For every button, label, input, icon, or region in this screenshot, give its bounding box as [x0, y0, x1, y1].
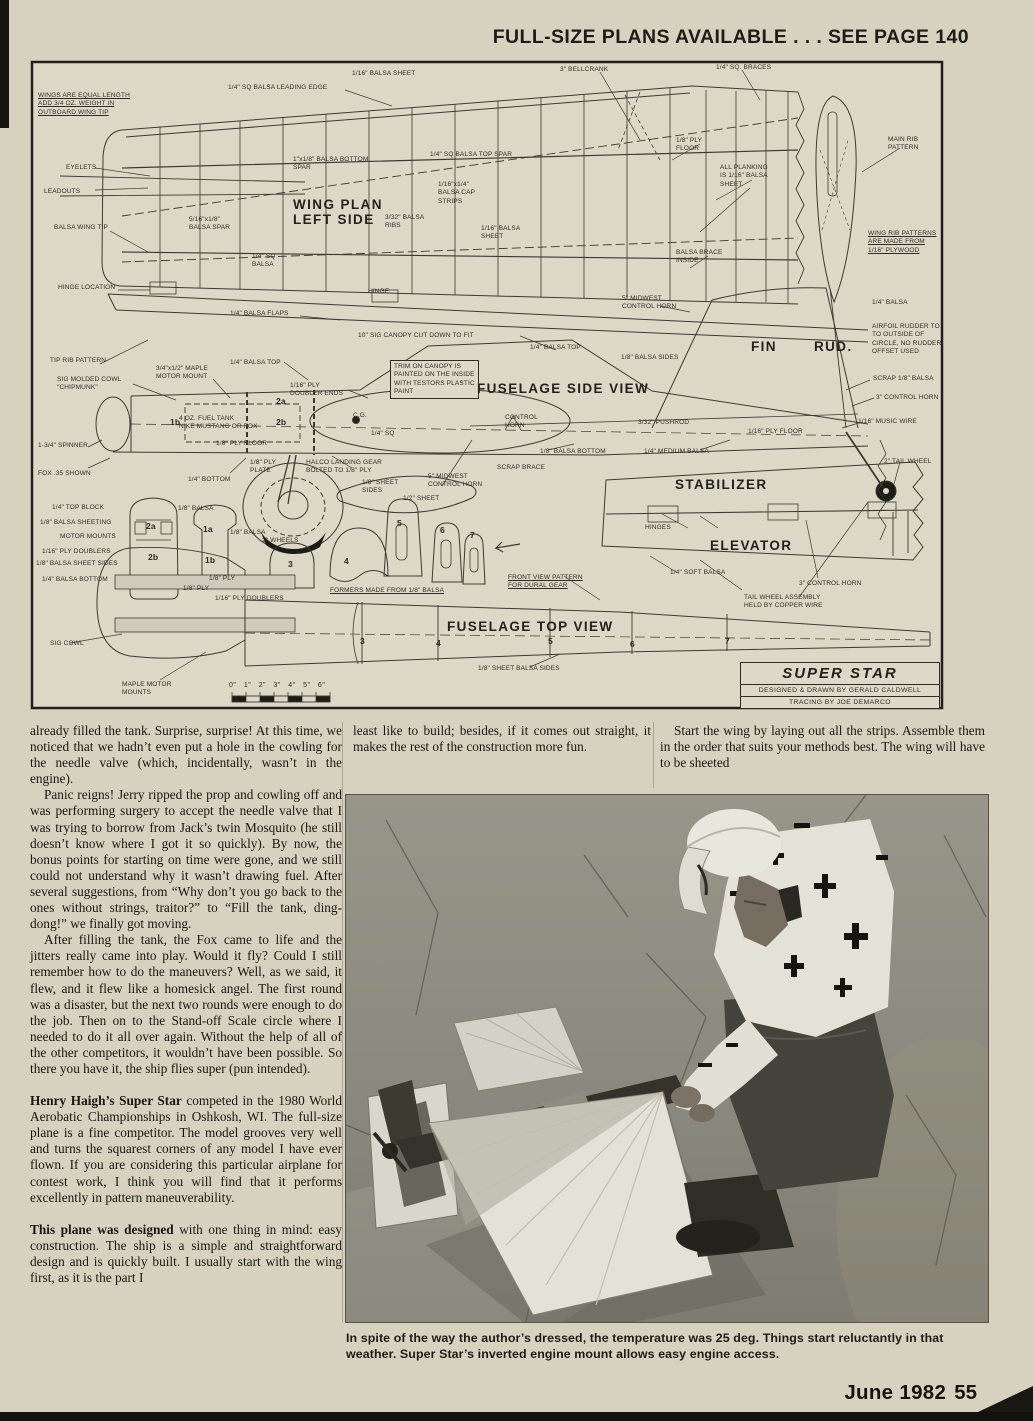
plan-label: SCRAP 1/8" BALSA	[873, 375, 934, 382]
plan-label: 5/16"x1/8" BALSA SPAR	[189, 216, 231, 232]
plan-label: FIN	[751, 339, 777, 354]
plan-label: 1b	[205, 555, 216, 565]
plan-label: 3	[288, 559, 293, 569]
plan-label: LEADOUTS	[44, 188, 81, 195]
page-number: 55	[954, 1381, 977, 1404]
plan-label: 10" SIG CANOPY CUT DOWN TO FIT	[358, 332, 474, 339]
plan-label: SCRAP BRACE	[497, 464, 546, 471]
plan-label: 1/2" SHEET	[403, 495, 440, 502]
plan-label: WING PLAN LEFT SIDE	[293, 197, 383, 228]
plan-label: 5	[548, 636, 553, 646]
plan-label: 1/16" BALSA SHEET	[481, 225, 521, 241]
plan-label: MAIN RIB PATTERN	[888, 136, 919, 152]
plan-label: 1/8" BALSA SHEETING	[40, 519, 112, 526]
plan-label: 4	[436, 638, 441, 648]
plan-label: 1/16" PLY DOUBLERS	[42, 548, 111, 555]
photo-caption: In spite of the way the author’s dressed, the temperature was 25 deg. Things start reluctantly in that weather. Super Star’s inverted engine mount allows easy engine access.	[346, 1331, 944, 1362]
plan-label: FOX .35 SHOWN	[38, 470, 91, 477]
plan-label: 1/16" PLY FLOOR	[748, 428, 803, 435]
article-paragraph: Henry Haigh’s Super Star competed in the 1980 World Aerobatic Championships in Oshkosh, WI. The full-size plane is a fine competitor. The model grooves very well and turns the squarest corners of any model I have ever flown. If you are considering this particular airplane for contest work, I think you will find that it performs excellently in pattern maneuverability.	[30, 1093, 343, 1205]
plan-label: 1/4" SQ BALSA TOP SPAR	[430, 151, 513, 158]
plan-label: 1/4" MEDIUM BALSA	[644, 448, 709, 455]
plan-label: 1"x1/8" BALSA BOTTOM SPAR	[293, 156, 369, 172]
plan-label: ALL PLANKING IS 1/16" BALSA SHEET	[720, 164, 768, 188]
plan-title: SUPER STAR	[741, 663, 939, 685]
plan-label: 3" CONTROL HORN	[799, 580, 862, 587]
article-paragraph: already filled the tank. Surprise, surprise! At this time, we noticed that we hadn’t even put a hole in the cowling for the needle valve (which, incidentally, wasn’t in the engine).	[30, 723, 342, 787]
plan-label: 1/16" PLY DOUBLERS	[215, 595, 284, 602]
article-column-1	[30, 723, 342, 1286]
plan-label: 1b	[170, 417, 181, 427]
plan-label: 1/8" SHEET BALSA SIDES	[478, 665, 560, 672]
plan-label: 1/4" SQ BALSA LEADING EDGE	[228, 84, 328, 91]
plan-label: 2b	[148, 552, 159, 562]
plan-label: 1/4" BALSA TOP	[230, 359, 281, 366]
plan-label: TIP RIB PATTERN	[50, 357, 107, 364]
plan-label: 1/8" PLY FLOOR	[676, 137, 703, 153]
plan-label: 4	[344, 556, 349, 566]
plan-label: 3" CONTROL HORN	[876, 394, 939, 401]
plan-label: TAIL WHEEL ASSEMBLY HELD BY COPPER WIRE	[744, 594, 823, 610]
plan-label: FRONT VIEW PATTERN FOR DURAL GEAR	[508, 574, 583, 590]
plan-label: HINGE	[368, 288, 390, 295]
plan-label: HINGES	[645, 524, 671, 531]
plan-label: 3/4"x1/2" MAPLE MOTOR MOUNT	[156, 365, 209, 381]
plan-title-box	[740, 662, 940, 709]
page-footer	[844, 1381, 977, 1405]
column-rule	[342, 722, 343, 1322]
plan-label: WINGS ARE EQUAL LENGTH ADD 3/4 OZ. WEIGHT IN OUTBOARD WING TIP	[38, 92, 130, 116]
plan-label: C.G.	[353, 412, 367, 419]
plan-label: 7	[470, 530, 475, 540]
plan-label: CONTROL HORN	[505, 414, 538, 430]
plan-tracing-credit: TRACING BY JOE DEMARCO	[789, 699, 891, 706]
plan-label: EYELETS	[66, 164, 97, 171]
plan-label: 1/4" BOTTOM	[188, 476, 231, 483]
issue-date: June 1982	[844, 1381, 947, 1404]
plan-label: 1-3/4" SPINNER	[38, 442, 88, 449]
plan-label: 1/8" BALSA SHEET SIDES	[36, 560, 118, 567]
plan-label: 1/8" SHEET SIDES	[362, 479, 399, 495]
plan-label: 1/8" PLY	[209, 575, 236, 582]
article-paragraph: Start the wing by laying out all the strips. Assemble them in the order that suits your methods best. The wing will have to be sheeted	[660, 723, 985, 771]
plan-label: 1/8" BALSA	[178, 505, 214, 512]
plan-label: 1/4" BALSA TOP	[530, 344, 581, 351]
plan-label: 2" TAIL WHEEL	[884, 458, 932, 465]
plan-label: 3" BELLCRANK	[560, 66, 609, 73]
column-rule	[653, 722, 654, 788]
plan-label: 1/8" PLY PLATE	[250, 459, 277, 475]
plan-label: 1/16" MUSIC WIRE	[858, 418, 917, 425]
plan-label: 1/8" PLY	[183, 585, 210, 592]
plan-label: 1/4" SQ	[371, 430, 395, 437]
plan-label: 5	[397, 518, 402, 528]
plan-label: BALSA WING TIP	[54, 224, 108, 231]
plan-label: AIRFOIL RUDDER TO TO OUTSIDE OF CIRCLE, NO RUDDER OFFSET USED	[872, 323, 942, 355]
plan-label: 1/8" BALSA BOTTOM	[540, 448, 606, 455]
page-header: FULL-SIZE PLANS AVAILABLE . . . SEE PAGE 140	[492, 26, 969, 48]
plan-label: 4 OZ. FUEL TANK NIKE MUSTANG OR FOX	[179, 415, 258, 431]
plan-label: STABILIZER	[675, 477, 768, 492]
plan-label: 5" MIDWEST CONTROL HORN	[428, 473, 483, 489]
plan-label: FUSELAGE TOP VIEW	[447, 619, 614, 634]
plan-label: HALCO LANDING GEAR BOLTED TO 1/8" PLY	[306, 459, 383, 475]
plan-label: SIG MOLDED COWL "CHIPMUNK"	[57, 376, 122, 392]
plan-label: 1/4" SQ BALSA	[252, 253, 276, 269]
plan-label: FORMERS MADE FROM 1/8" BALSA	[330, 587, 445, 594]
plan-label: MOTOR MOUNTS	[60, 533, 116, 540]
plan-label: TRIM ON CANOPY IS PAINTED ON THE INSIDE WITH TESTORS PLASTIC PAINT	[390, 360, 479, 399]
plan-label: 1/8" BALSA SIDES	[621, 354, 679, 361]
plan-label: 5" MIDWEST CONTROL HORN	[622, 295, 677, 311]
plan-label: 1/8" BALSA	[230, 529, 266, 536]
plan-label: 1/16" PLY DOUBLER ENDS	[290, 382, 344, 398]
plan-label: SIG COWL	[50, 640, 84, 647]
plan-label: 1/4" BALSA BOTTOM	[42, 576, 108, 583]
article-column-2	[353, 723, 651, 755]
plan-label: 2a	[146, 521, 156, 531]
plan-label: RUD.	[814, 339, 853, 354]
plan-label: 3/32" BALSA RIBS	[385, 214, 425, 230]
plan-label: FUSELAGE SIDE VIEW	[477, 381, 650, 396]
plan-label: 0" 1" 2" 3" 4" 5" 6"	[229, 682, 326, 689]
plan-label: WING RIB PATTERNS ARE MADE FROM 1/16" PLYWOOD	[868, 230, 937, 254]
plan-label: MAPLE MOTOR MOUNTS	[122, 681, 172, 697]
plan-label: 2a	[276, 396, 286, 406]
plan-label: HINGE LOCATION	[58, 284, 116, 291]
plan-label: 1a	[203, 524, 213, 534]
photo	[346, 795, 988, 1322]
plan-label: BALSA BRACE INSIDE	[676, 249, 723, 265]
plan-label: 1/4" BALSA FLAPS	[230, 310, 289, 317]
plan-label: 6	[440, 525, 445, 535]
article-paragraph: After filling the tank, the Fox came to life and the jitters really came into play. Would it fly? Could I still remember how to do the maneuvers? Well, as we said, it flew, and it flew like a homesick angel. The first round was a disaster, but the next two rounds were enough to do the job. Then on to the Stand-off Scale circle where I needed to do it all over again. Without the help of all of the other competitors, it wouldn’t have been possible. So there you have it, the ship flies super (pun intended).	[30, 932, 342, 1076]
plan-designer-credit: DESIGNED & DRAWN BY GERALD CALDWELL	[741, 685, 939, 697]
plan-label: 2b	[276, 417, 287, 427]
photo-illustration	[346, 795, 988, 1322]
plan-label: 6	[630, 639, 635, 649]
plan-label: 7	[725, 636, 730, 646]
plan-label: 2" WHEELS	[262, 537, 299, 544]
plan-label: 1/4" SOFT BALSA	[670, 569, 726, 576]
article-column-3	[660, 723, 985, 771]
plan-label: 1/8" PLY FLOOR	[216, 440, 268, 447]
plan-label: 1/4" TOP BLOCK	[52, 504, 105, 511]
plan-label: 3/32" PUSHROD	[638, 419, 690, 426]
article-paragraph: least like to build; besides, if it comes out straight, it makes the rest of the construction more fun.	[353, 723, 651, 755]
plan-label: ELEVATOR	[710, 538, 793, 553]
article-paragraph: Panic reigns! Jerry ripped the prop and cowling off and was performing surgery to accept the needle valve that I was trying to borrow from Jack’s twin Mosquito (he still doesn’t know where I got it so quickly). By now, the bonus points for starting on time were gone, and we still could not understand why it wasn’t drawing fuel. After several suggestions, from “Why don’t you go back to the ones without strings, traitor?” to “Fill the tank, ding-dong!” we finally got moving.	[30, 787, 342, 932]
plan-label: 1/4" BALSA	[872, 299, 908, 306]
plan-label: 1/16"x1/4" BALSA CAP STRIPS	[438, 181, 476, 205]
plan-label: 1/4" SQ. BRACES	[716, 64, 772, 71]
plan-label: 3	[360, 636, 365, 646]
article-paragraph: This plane was designed with one thing in mind: easy construction. The ship is a simple and straightforward design and is quickly built. I usually start with the wing first, as it is the part I	[30, 1221, 342, 1285]
plan-label: 1/16" BALSA SHEET	[352, 70, 416, 77]
